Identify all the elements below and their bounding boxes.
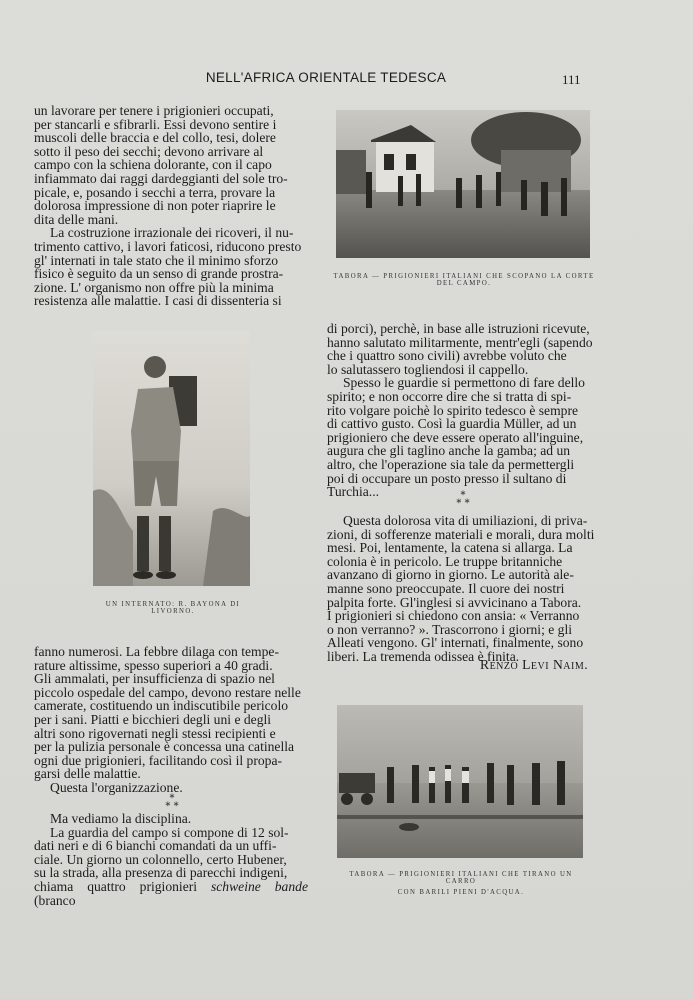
text-line: infiammato dai raggi dardeggianti del sole tro- — [34, 170, 288, 186]
caption-photo-cart — [336, 871, 586, 896]
text-line: ogni due prigionieri, facilitando così il propa- — [34, 752, 283, 768]
text-line: poi di occupare un posto presso il sultano di — [327, 470, 567, 486]
asterism-bottom: * * — [165, 801, 179, 812]
photo-prisoners-sweeping — [336, 110, 590, 258]
text-line: sotto il peso dei secchi; devono arrivare al — [34, 143, 264, 159]
page-number: 111 — [562, 72, 581, 87]
text-line: manne sono preoccupate. Il cuore dei nostri — [327, 580, 565, 596]
text-line: altro, che l'operazione sia tale da permettergli — [327, 456, 575, 472]
left-column-top-text — [34, 104, 308, 308]
text-line: Questa dolorosa vita di umiliazioni, di priva- — [343, 513, 588, 528]
photo-prisoners-sweeping-image — [336, 110, 590, 258]
text-line: zioni, di sofferenze materiali e morali, dura molti — [327, 526, 595, 542]
text-line: per stancarli e sfibrarli. Essi devono sentire i — [34, 116, 277, 132]
text-line: garsi delle malattie. — [34, 766, 141, 782]
right-column-middle-text — [327, 322, 599, 499]
text-line: fisico è seguito da un senso di grande prostra- — [34, 266, 284, 282]
text-line: un lavorare per tenere i prigionieri occupati, — [34, 103, 274, 118]
text-line: hanno salutato militarmente, mentr'egli (sapendo — [327, 334, 593, 350]
text-line: dati neri e di 6 bianchi comandati da un uffi- — [34, 838, 277, 854]
text-line: Turchia... — [327, 484, 379, 500]
asterism-bottom: * * — [456, 498, 470, 509]
text-line: palpita forte. Gl'inglesi si avvicinano a Tabora. — [327, 594, 582, 610]
caption-line: CON BARILI PIENI D'ACQUA. — [397, 889, 525, 896]
text-line: per la pulizia personale è concessa una catinella — [34, 739, 295, 755]
text-line: piccolo ospedale del campo, devono restare nelle — [34, 684, 301, 700]
left-column-discipline-text — [34, 812, 308, 907]
text-line: Gli ammalati, per insufficienza di spazio nel — [34, 671, 275, 687]
caption-photo-sweeping: TABORA — PRIGIONIERI ITALIANI CHE SCOPANO LA CORTE DEL CAMPO. — [333, 273, 595, 287]
text-line: spirito; e non occorre dire che si tratta di spi- — [327, 388, 572, 404]
author-signature: Renzo Levi Naim. — [480, 657, 589, 672]
caption-portrait: UN INTERNATO: R. BAYONA DI LIVORNO. — [105, 601, 241, 615]
text-line: zione. L' organismo non offre più la minima — [34, 279, 274, 295]
text-line — [34, 880, 308, 907]
text-line: I prigionieri si chiedono con ansia: « Verranno — [327, 608, 580, 624]
text-line: lo salutassero togliendosi il cappello. — [327, 361, 529, 377]
text-line: che i quattro sono civili) avrebbe voluto che — [327, 348, 567, 364]
text-line: o non verranno? ». Trascorrono i giorni; e gli — [327, 621, 573, 637]
text-line: avanzano di giorno in giorno. Le autorità ale- — [327, 567, 574, 583]
caption-line: TABORA — PRIGIONIERI ITALIANI CHE TIRANO UN CARRO — [349, 871, 573, 885]
text-line: gl' internati in tale stato che il minimo sforzo — [34, 252, 279, 268]
text-line: rature altissime, spesso superiori a 40 gradi. — [34, 657, 273, 673]
asterism-top: * — [169, 793, 175, 804]
text-line: prigioniero che deve essere operato all'inguine, — [327, 429, 584, 445]
text-line: di cattivo gusto. Così la guardia Müller, ad un — [327, 416, 577, 432]
text-line: dolorosa impressione di non poter riaprire le — [34, 198, 276, 214]
text-line: colonia è in pericolo. Le truppe britanniche — [327, 553, 563, 569]
text-line: altri sono rigovernati negli stessi recipienti e — [34, 725, 276, 741]
running-header-title: NELL'AFRICA ORIENTALE TEDESCA — [205, 70, 447, 85]
left-column-bottom-text — [34, 645, 308, 795]
text-span: (branco — [34, 892, 76, 908]
text-line: dita delle mani. — [34, 211, 119, 227]
text-line: resistenza alle malattie. I casi di dissenteria si — [34, 293, 282, 309]
portrait-image — [93, 331, 250, 586]
text-line: trimento cattivo, i lavori faticosi, riducono presto — [34, 238, 302, 254]
text-line: Ma vediamo la disciplina. — [50, 811, 192, 826]
right-column-final-paragraph — [327, 514, 599, 664]
text-line: rito volgare poichè lo spirito tedesco è sempre — [327, 402, 579, 418]
text-line: muscoli delle braccia e del collo, tesi, dolere — [34, 130, 276, 146]
text-line: liberi. La tremenda odissea è finita. — [327, 648, 520, 664]
italic-german-phrase: schweine bande — [210, 878, 308, 894]
text-span: chiama quattro prigionieri — [34, 878, 211, 894]
text-line: per i sani. Piatti e bicchieri degli uni e degli — [34, 711, 272, 727]
asterism-top: * — [460, 490, 466, 501]
text-line: augura che gli taglino anche la gamba; ad un — [327, 443, 571, 459]
text-line: fanno numerosi. La febbre dilaga con tempe- — [34, 644, 279, 659]
section-asterism-left — [157, 795, 187, 811]
text-line: Questa l'organizzazione. — [50, 779, 183, 795]
text-line: campo con la schiena dolorante, con il capo — [34, 157, 272, 173]
text-line: su la strada, alla presenza di parecchi indigeni, — [34, 865, 288, 881]
text-line: mesi. Poi, lentamente, la catena si allarga. La — [327, 540, 573, 556]
photo-prisoners-pulling-cart-image — [337, 705, 583, 858]
text-line: La costruzione irrazionale dei ricoveri, il nu- — [50, 225, 294, 241]
photo-portrait-internee — [93, 331, 250, 586]
text-line: di porci), perchè, in base alle istruzioni ricevute, — [327, 321, 590, 336]
text-line: ciale. Un giorno un colonnello, certo Hubener, — [34, 851, 287, 867]
text-line: camerate, costituendo un indiscutibile pericolo — [34, 698, 289, 714]
text-line: Spesso le guardie si permettono di fare dello — [343, 375, 585, 391]
photo-prisoners-pulling-cart — [337, 705, 583, 858]
section-asterism-right — [448, 492, 478, 508]
text-line: La guardia del campo si compone di 12 sol- — [50, 824, 289, 840]
text-line: Alleati vengono. Gl' internati, finalmente, sono — [327, 635, 584, 651]
text-line: picale, e, posando i secchi a terra, provare la — [34, 184, 276, 200]
